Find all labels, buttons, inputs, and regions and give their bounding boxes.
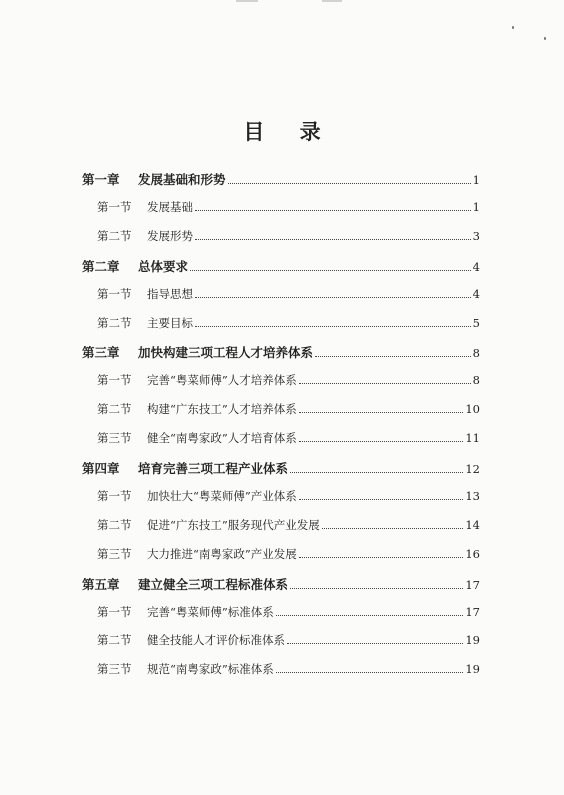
toc-page-number: 17 (465, 604, 480, 619)
scan-speck (544, 37, 546, 40)
toc-dot-leader (195, 297, 471, 298)
toc-entry-number: 第一节 (97, 199, 132, 214)
toc-entry-number: 第二节 (97, 228, 132, 243)
toc-page-number: 19 (465, 633, 480, 648)
toc-dot-leader (290, 588, 463, 589)
toc-dot-leader (276, 672, 464, 673)
toc-page-number: 4 (472, 259, 480, 274)
toc-entry-number: 第二章 (82, 258, 120, 274)
toc-section-entry[interactable] (97, 661, 480, 681)
toc-dot-leader (299, 383, 471, 384)
toc-entry-label: 建立健全三项工程标准体系 (138, 576, 289, 592)
toc-entry-label: 发展基础 (147, 199, 193, 214)
toc-dot-leader (287, 643, 463, 644)
toc-entry-label: 发展基础和形势 (138, 172, 226, 187)
toc-dot-leader (299, 412, 464, 413)
toc-dot-leader (322, 528, 464, 529)
toc-section-entry[interactable] (97, 401, 480, 421)
toc-entry-number: 第二节 (97, 315, 132, 330)
toc-dot-leader (195, 210, 471, 211)
toc-entry-label: 构建“广东技工”人才培养体系 (147, 402, 297, 417)
toc-page-number: 10 (465, 402, 480, 417)
toc-page-number: 1 (472, 173, 480, 187)
toc-page-number: 8 (472, 346, 480, 361)
toc-entry-label: 规范“南粤家政”标准体系 (147, 662, 274, 677)
toc-entry-label: 加快构建三项工程人才培养体系 (138, 345, 314, 361)
toc-dot-leader (195, 326, 471, 327)
toc-page-number: 8 (472, 373, 480, 388)
toc-page-number: 16 (465, 546, 480, 561)
toc-entry-label: 发展形势 (147, 228, 193, 243)
toc-page-number: 1 (472, 199, 480, 214)
toc-chapter-entry[interactable] (82, 343, 480, 363)
toc-dot-leader (315, 356, 471, 357)
toc-page-number: 5 (472, 315, 480, 330)
toc-entry-label: 主要目标 (147, 315, 193, 330)
toc-section-entry[interactable] (97, 430, 480, 450)
toc-dot-leader (299, 557, 464, 558)
toc-entry-number: 第二节 (97, 402, 132, 417)
toc-page-number: 17 (465, 577, 480, 592)
toc-dot-leader (190, 270, 471, 271)
toc-page-number: 11 (465, 431, 480, 446)
toc-section-entry[interactable] (97, 228, 480, 248)
toc-entry-number: 第三节 (97, 431, 132, 446)
toc-entry-label: 促进“广东技工”服务现代产业发展 (147, 517, 320, 532)
toc-chapter-entry[interactable] (82, 459, 480, 479)
toc-section-entry[interactable] (97, 546, 480, 566)
toc-entry-label: 健全技能人才评价标准体系 (147, 633, 285, 648)
toc-page-number: 14 (465, 517, 480, 532)
toc-section-entry[interactable] (97, 315, 480, 335)
toc-section-entry[interactable] (97, 632, 480, 652)
scan-edge-mark (236, 0, 258, 2)
toc-entry-number: 第二节 (97, 517, 132, 532)
toc-entry-number: 第一章 (82, 172, 120, 187)
toc-entry-number: 第四章 (82, 461, 120, 476)
toc-chapter-entry[interactable] (82, 170, 480, 190)
toc-section-entry[interactable] (97, 286, 480, 306)
toc-entry-label: 总体要求 (138, 258, 189, 274)
toc-entry-label: 大力推进“南粤家政”产业发展 (147, 546, 297, 561)
toc-entry-label: 完善“粤菜师傅”人才培养体系 (147, 373, 297, 388)
toc-dot-leader (290, 472, 463, 473)
toc-dot-leader (195, 239, 471, 240)
toc-entry-label: 培育完善三项工程产业体系 (138, 461, 289, 476)
scan-speck (512, 26, 514, 29)
toc-entry-label: 指导思想 (147, 286, 193, 301)
toc-section-entry[interactable] (97, 604, 480, 624)
toc-dot-leader (299, 499, 464, 500)
toc-page-number: 19 (465, 662, 480, 677)
toc-chapter-entry[interactable] (82, 257, 480, 277)
toc-dot-leader (228, 183, 471, 184)
page-title: 目 录 (243, 119, 335, 144)
toc-entry-number: 第一节 (97, 488, 132, 503)
toc-entry-label: 加快壮大“粤菜师傅”产业体系 (147, 488, 297, 503)
toc-entry-number: 第三章 (82, 345, 120, 361)
toc-section-entry[interactable] (97, 517, 480, 537)
toc-entry-number: 第三节 (97, 546, 132, 561)
toc-section-entry[interactable] (97, 372, 480, 392)
toc-entry-label: 完善“粤菜师傅”标准体系 (147, 604, 274, 619)
toc-dot-leader (299, 441, 464, 442)
toc-page-number: 4 (472, 286, 480, 301)
toc-entry-label: 健全“南粤家政”人才培育体系 (147, 431, 297, 446)
toc-entry-number: 第一节 (97, 286, 132, 301)
scan-edge-mark (322, 0, 342, 2)
toc-section-entry[interactable] (97, 199, 480, 219)
toc-entry-number: 第五章 (82, 576, 120, 592)
toc-entry-number: 第二节 (97, 633, 132, 648)
toc-page-number: 3 (472, 228, 480, 243)
toc-page-number: 13 (465, 488, 480, 503)
toc-page-number: 12 (465, 462, 480, 476)
toc-chapter-entry[interactable] (82, 575, 480, 595)
toc-entry-number: 第三节 (97, 662, 132, 677)
toc-entry-number: 第一节 (97, 373, 132, 388)
toc-dot-leader (276, 615, 464, 616)
toc-entry-number: 第一节 (97, 604, 132, 619)
toc-section-entry[interactable] (97, 488, 480, 508)
